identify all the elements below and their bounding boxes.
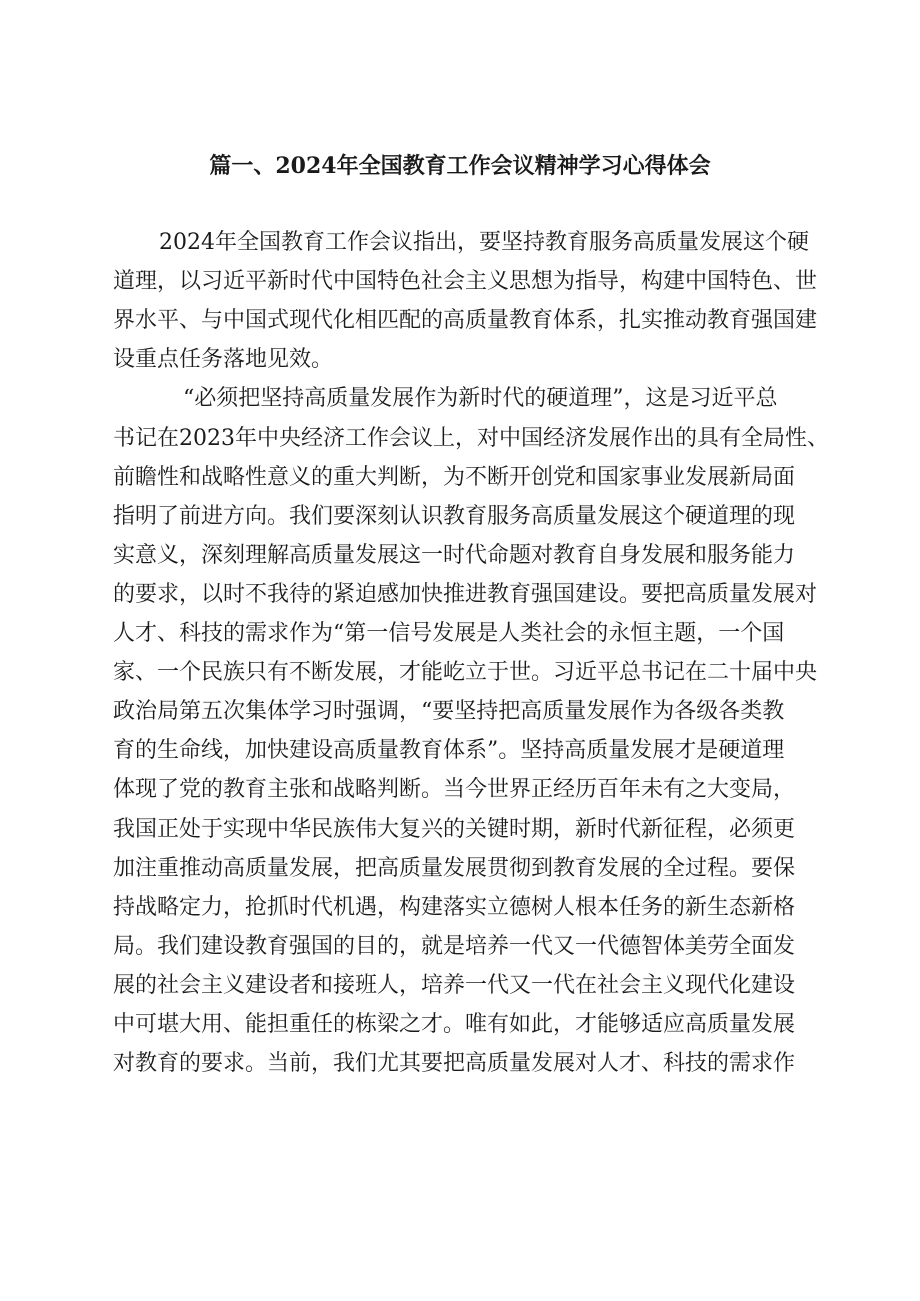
- paragraph-2-line: 的要求，以时不我待的紧迫感加快推进教育强国建设。要把高质量发展对: [113, 581, 818, 607]
- paragraph-2-line: 育的生命线，加快建设高质量教育体系”。坚持高质量发展才是硬道理: [113, 738, 785, 764]
- paragraph-2-line: 书记在2023年中央经济工作会议上，对中国经济发展作出的具有全局性、: [113, 425, 829, 451]
- paragraph-1-line: 界水平、与中国式现代化相匹配的高质量教育体系，扎实推动教育强国建: [113, 308, 818, 334]
- paragraph-2-line: 对教育的要求。当前，我们尤其要把高质量发展对人才、科技的需求作: [113, 1051, 796, 1077]
- document-title: 篇一、2024年全国教育工作会议精神学习心得体会: [209, 153, 711, 179]
- paragraph-2-line: 加注重推动高质量发展，把高质量发展贯彻到教育发展的全过程。要保: [113, 855, 796, 881]
- paragraph-2-line: 体现了党的教育主张和战略判断。当今世界正经历百年未有之大变局，: [113, 777, 796, 803]
- paragraph-1-line: 道理，以习近平新时代中国特色社会主义思想为指导，构建中国特色、世: [113, 269, 818, 295]
- paragraph-2-line: 实意义，深刻理解高质量发展这一时代命题对教育自身发展和服务能力: [113, 542, 796, 568]
- paragraph-2-line: 展的社会主义建设者和接班人，培养一代又一代在社会主义现代化建设: [113, 972, 796, 998]
- paragraph-2-line: 局。我们建设教育强国的目的，就是培养一代又一代德智体美劳全面发: [113, 933, 796, 959]
- paragraph-1-line: 2024年全国教育工作会议指出，要坚持教育服务高质量发展这个硬: [159, 230, 809, 255]
- paragraph-2-line: 持战略定力，抢抓时代机遇，构建落实立德树人根本任务的新生态新格: [113, 894, 796, 920]
- paragraph-2-line: 家、一个民族只有不断发展，才能屹立于世。习近平总书记在二十届中央: [113, 660, 818, 686]
- paragraph-2-line: 指明了前进方向。我们要深刻认识教育服务高质量发展这个硬道理的现: [113, 503, 796, 529]
- paragraph-2-line: 我国正处于实现中华民族伟大复兴的关键时期，新时代新征程，必须更: [113, 816, 796, 842]
- paragraph-2-line: 前瞻性和战略性意义的重大判断，为不断开创党和国家事业发展新局面: [113, 464, 796, 490]
- paragraph-2-line: 中可堪大用、能担重任的栋梁之才。唯有如此，才能够适应高质量发展: [113, 1012, 796, 1037]
- paragraph-2-line: “必须把坚持高质量发展作为新时代的硬道理”，这是习近平总: [183, 386, 778, 412]
- paragraph-2-line: 人才、科技的需求作为“第一信号发展是人类社会的永恒主题，一个国: [113, 621, 785, 646]
- paragraph-2-line: 政治局第五次集体学习时强调，“要坚持把高质量发展作为各级各类教: [113, 699, 785, 725]
- paragraph-1-line: 设重点任务落地见效。: [113, 347, 334, 373]
